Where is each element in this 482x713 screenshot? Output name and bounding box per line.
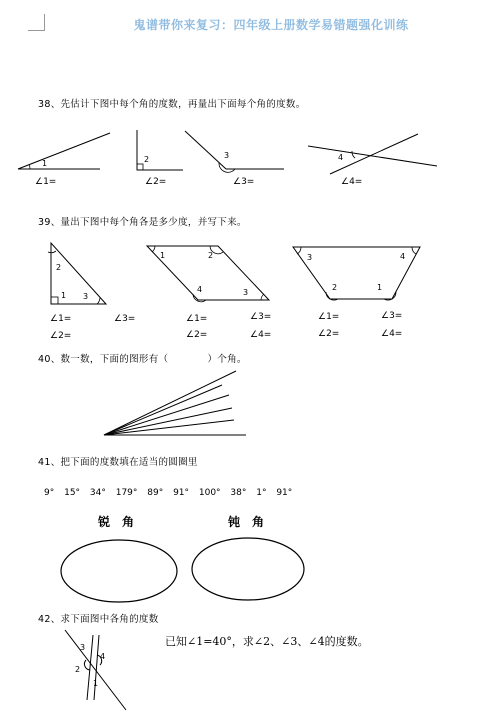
q39-trapezoid-label-4: 4 (400, 252, 406, 261)
page-header-title: 鬼谱带你来复习：四年级上册数学易错题强化训练 (133, 18, 409, 32)
q38-angle-2-label: 2 (144, 155, 150, 164)
q39-trap-answer-2: ∠2= (318, 329, 340, 339)
q42-line-left (87, 635, 93, 700)
q41-degree-numbers: 9° 15° 34° 179° 89° 91° 100° 38° 1° 91° (44, 488, 293, 498)
q38-answer-1: ∠1= (35, 177, 57, 187)
q41-text: 41、把下面的度数填在适当的圆圈里 (38, 457, 198, 468)
q42-label-1: 1 (93, 679, 99, 688)
q42-line-right (94, 635, 99, 700)
obtuse-angle-label: 钝 角 (228, 515, 265, 529)
q39-trap-answer-4: ∠4= (381, 329, 403, 339)
q39-para-answer-4: ∠4= (250, 330, 272, 340)
q39-trapezoid-label-2: 2 (332, 283, 338, 292)
q38-answer-3: ∠3= (233, 177, 255, 187)
q42-given-text: 已知∠1=40°，求∠2、∠3、∠4的度数。 (165, 635, 369, 648)
q42-label-4: 4 (100, 652, 106, 661)
q39-trapezoid-label-3: 3 (307, 253, 313, 262)
q40-text: 40、数一数，下面的图形有（ ）个角。 (38, 354, 247, 365)
q39-trap-answer-3: ∠3= (381, 311, 403, 321)
q39-parallelogram-label-3: 3 (243, 288, 249, 297)
q38-answer-2: ∠2= (145, 177, 167, 187)
q39-parallelogram-label-1: 1 (160, 251, 166, 260)
q39-trapezoid-label-1: 1 (377, 283, 383, 292)
q39-tri-answer-1: ∠1= (50, 314, 72, 324)
q42-label-2: 2 (75, 665, 81, 674)
q42-label-3: 3 (80, 643, 86, 652)
q38-angle-1-label: 1 (42, 159, 48, 168)
q39-triangle-label-3: 3 (83, 292, 89, 301)
q39-para-answer-3: ∠3= (250, 312, 272, 322)
q39-para-answer-1: ∠1= (186, 314, 208, 324)
q38-angle-3-label: 3 (224, 151, 230, 160)
q38-text: 38、先估计下图中每个角的度数，再量出下面每个角的度数。 (38, 99, 306, 110)
q39-text: 39、量出下图中每个角各是多少度，并写下来。 (38, 217, 247, 228)
q39-parallelogram-label-4: 4 (197, 285, 203, 294)
q39-parallelogram-label-2: 2 (208, 251, 214, 260)
q39-tri-answer-3: ∠3= (114, 314, 136, 324)
q38-answer-4: ∠4= (341, 177, 363, 187)
q38-angle-4-label: 4 (338, 153, 344, 162)
q39-triangle-label-2: 2 (56, 263, 62, 272)
q39-triangle-label-1: 1 (61, 291, 67, 300)
q39-trap-answer-1: ∠1= (318, 312, 340, 322)
q39-para-answer-2: ∠2= (186, 330, 208, 340)
q42-text: 42、求下面图中各角的度数 (38, 614, 159, 625)
acute-angle-label: 锐 角 (98, 515, 135, 529)
q39-tri-answer-2: ∠2= (50, 331, 72, 341)
